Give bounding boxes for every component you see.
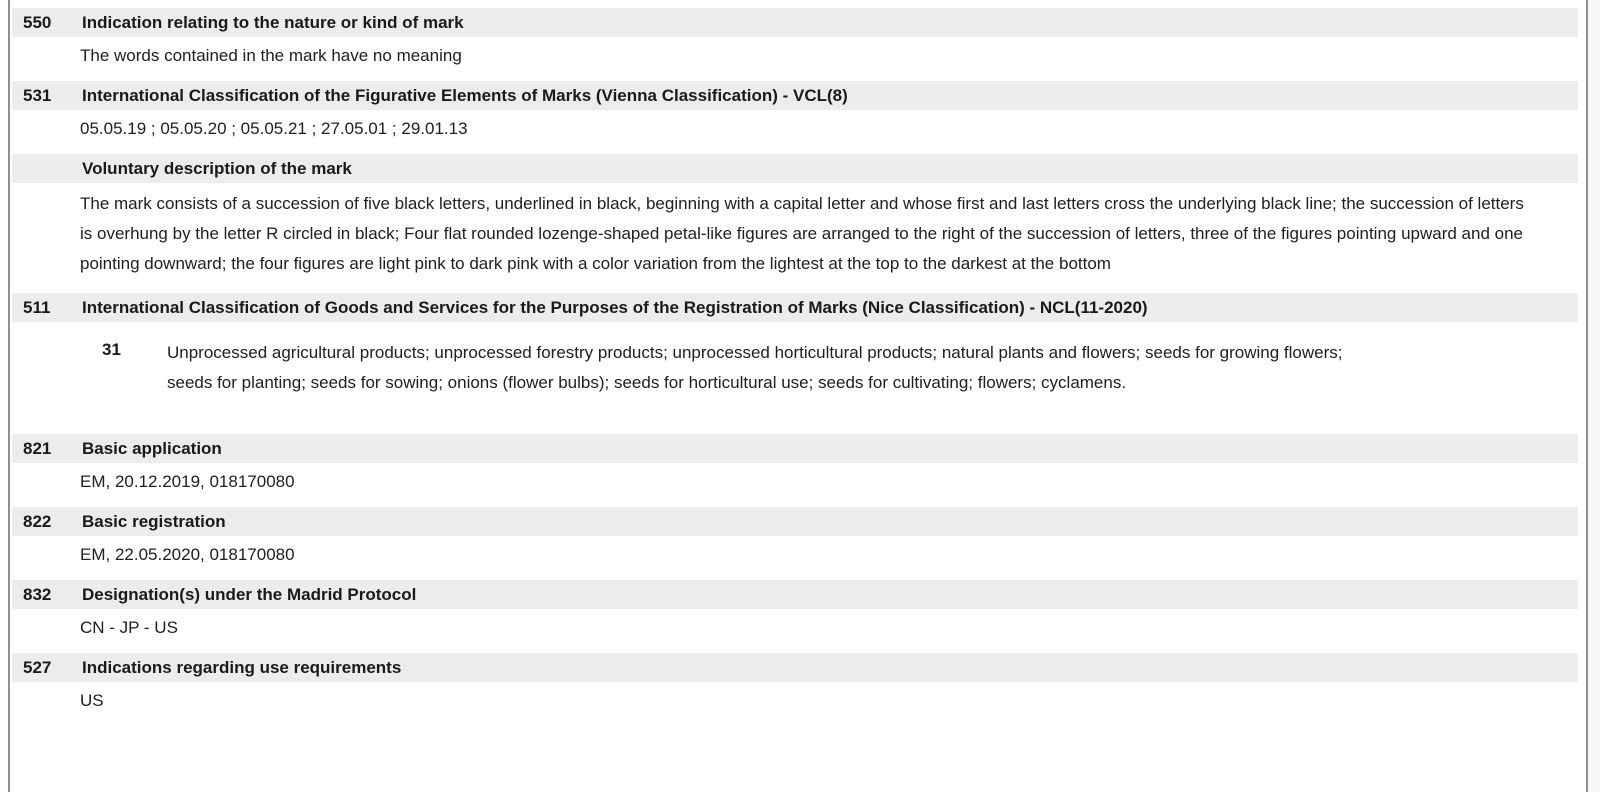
- mark-description-text: The mark consists of a succession of five black letters, underlined in black, beginning with a capital letter and whose first and last letters cross the underlying black line; the succession of letters is overhung by the letter R circled in black; Four flat rounded lozenge-shaped petal-like figures are arranged to the right of the succession of letters, three of the figures pointing upward and one pointing downward; the four figures are light pink to dark pink with a color variation from the lightest at the top to the darkest at the bottom: [80, 194, 1524, 273]
- inid-code: 822: [23, 511, 52, 531]
- record-section-550: [12, 8, 1578, 67]
- designations-value: CN - JP - US: [80, 618, 178, 637]
- use-requirements-value: US: [80, 691, 104, 710]
- section-header-821: [12, 434, 1578, 463]
- record-section-822: [12, 507, 1578, 566]
- section-header-527: [12, 653, 1578, 682]
- section-header-550: [12, 8, 1578, 37]
- section-title: Voluntary description of the mark: [82, 158, 352, 178]
- section-title: International Classification of the Figurative Elements of Marks (Vienna Classification) - VCL(8): [82, 85, 848, 105]
- section-header-832: [12, 580, 1578, 609]
- section-header-822: [12, 507, 1578, 536]
- outer-background-strip: [1588, 0, 1600, 792]
- record-section-voluntary-description: [12, 154, 1578, 279]
- nice-class-number: 31: [102, 340, 121, 359]
- section-title: Designation(s) under the Madrid Protocol: [82, 584, 417, 604]
- vienna-codes-value: 05.05.19 ; 05.05.20 ; 05.05.21 ; 27.05.01 ; 29.01.13: [80, 119, 468, 138]
- record-section-511: [12, 293, 1578, 398]
- section-title: Basic application: [82, 438, 222, 458]
- section-header-voluntary-description: [12, 154, 1578, 183]
- inid-code: 527: [23, 657, 52, 677]
- record-section-832: [12, 580, 1578, 639]
- record-section-531: [12, 81, 1578, 140]
- section-title: Indications regarding use requirements: [82, 657, 402, 677]
- inid-code: 550: [23, 12, 52, 32]
- record-section-527: [12, 653, 1578, 712]
- inid-code: 511: [23, 297, 51, 317]
- section-header-511: [12, 293, 1578, 322]
- basic-registration-value: EM, 22.05.2020, 018170080: [80, 545, 295, 564]
- basic-application-value: EM, 20.12.2019, 018170080: [80, 472, 295, 491]
- inid-code: 832: [23, 584, 52, 604]
- record-section-821: [12, 434, 1578, 493]
- section-title: Basic registration: [82, 511, 226, 531]
- trademark-record-pane: [8, 0, 1588, 792]
- section-title: International Classification of Goods and Services for the Purposes of the Registration of Marks (Nice Classification) - NCL(11-2020): [82, 297, 1148, 317]
- nice-class-row: [102, 338, 1578, 398]
- section-header-531: [12, 81, 1578, 110]
- section-title: Indication relating to the nature or kind of mark: [82, 12, 464, 32]
- section-value: The words contained in the mark have no meaning: [80, 46, 462, 65]
- inid-code: 531: [23, 85, 52, 105]
- inid-code: 821: [23, 438, 52, 458]
- nice-class-goods-text: Unprocessed agricultural products; unprocessed forestry products; unprocessed horticultural products; natural plants and flowers; seeds for growing flowers; seeds for planting; seeds for sowing; onions (flower bulbs); seeds for horticultural use; seeds for cultivating; flowers; cyclamens.: [167, 343, 1343, 392]
